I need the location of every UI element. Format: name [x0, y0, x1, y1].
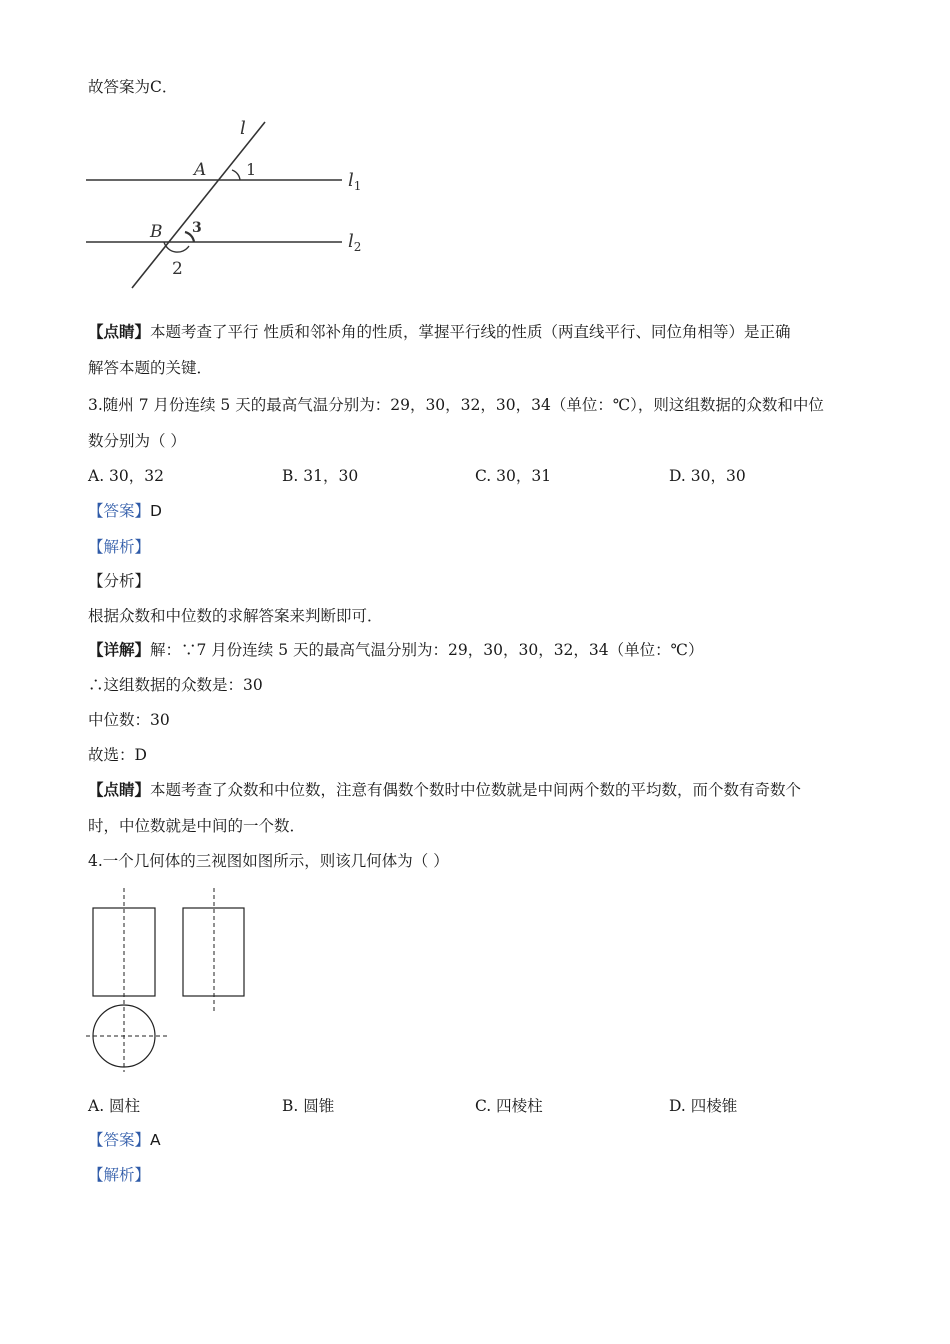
label-l1: $l_1$: [348, 170, 362, 193]
q4-analysis-tag: 【解析】: [88, 1166, 151, 1184]
label-l: l: [240, 118, 246, 139]
answer-tag: 【答案】: [88, 502, 151, 520]
detail-tag: 【详解】: [88, 640, 151, 659]
q2-comment-line2: 解答本题的关键．: [88, 359, 213, 377]
q4-option-c: C. 四棱柱: [475, 1097, 543, 1115]
label-A: A: [194, 160, 207, 180]
q3-fenxi-text: 根据众数和中位数的求解答案来判断即可．: [88, 607, 383, 625]
q4-option-b: B. 圆锥: [282, 1097, 335, 1115]
q3-option-b: B. 31，30: [282, 467, 359, 485]
q3-question-line1: 3.随州 7 月份连续 5 天的最高气温分别为：29，30，32，30，34（单位：℃），则这组数据的众数和中位: [88, 396, 824, 414]
q4-question-line1: 4.一个几何体的三视图如图所示，则该几何体为（ ）: [88, 852, 449, 870]
comment-tag: 【点睛】: [88, 322, 151, 341]
answer-tag: 【答案】: [88, 1131, 151, 1149]
label-angle-1: 1: [246, 160, 257, 179]
q3-detail-line1: 【详解】解：∵7 月份连续 5 天的最高气温分别为：29，30，30，32，34（单位：℃）: [88, 640, 704, 659]
answer-value: A: [150, 1131, 161, 1149]
label-angle-2: 2: [172, 259, 183, 279]
q3-option-a: A. 30，32: [88, 467, 164, 485]
answer-value: D: [150, 502, 162, 520]
label-B: B: [150, 222, 163, 242]
comment-tag: 【点睛】: [88, 780, 151, 799]
q3-analysis-tag: 【解析】: [88, 538, 151, 556]
q3-question-line2: 数分别为（ ）: [88, 432, 186, 450]
q3-detail-line2: ∴这组数据的众数是：30: [88, 676, 263, 694]
q3-option-d: D. 30，30: [669, 467, 746, 485]
q4-answer-line: [88, 1130, 161, 1150]
q3-detail-line4: 故选：D: [88, 746, 147, 764]
q3-option-c: C. 30，31: [475, 467, 552, 485]
q3-answer-line: [88, 501, 162, 521]
label-l2: $l_2$: [348, 231, 362, 254]
parallel-lines-figure: [80, 114, 380, 294]
q4-option-a: A. 圆柱: [88, 1097, 141, 1115]
q2-comment-line1: 【点睛】本题考查了平行 性质和邻补角的性质，掌握平行线的性质（两直线平行、同位角相等）是正确: [88, 322, 791, 341]
q3-comment-line1: 【点睛】本题考查了众数和中位数，注意有偶数个数时中位数就是中间两个数的平均数，而个数有奇数个: [88, 780, 802, 799]
conclusion-text: 故答案为C．: [88, 78, 178, 96]
three-views-figure: [84, 884, 264, 1074]
q3-detail-line3: 中位数：30: [88, 711, 170, 729]
q3-fenxi-tag: 【分析】: [88, 572, 151, 590]
q4-option-d: D. 四棱锥: [669, 1097, 738, 1115]
transversal-l: [132, 122, 265, 288]
angle-1-arc: [232, 170, 240, 180]
label-angle-3: 3: [192, 220, 202, 236]
q3-comment-line2: 时，中位数就是中间的一个数．: [88, 817, 306, 835]
